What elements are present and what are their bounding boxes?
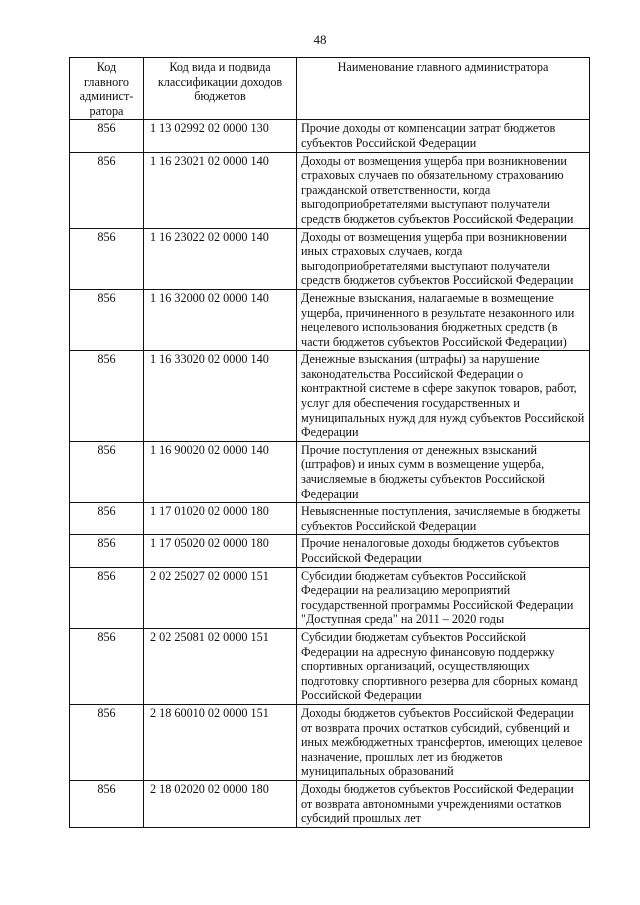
- admin-name-cell: Прочие доходы от компенсации затрат бюджетов субъектов Российской Федерации: [297, 120, 590, 152]
- income-code-cell: 1 17 05020 02 0000 180: [144, 535, 297, 567]
- income-code-cell: 1 16 23022 02 0000 140: [144, 228, 297, 289]
- table-row: [70, 567, 590, 628]
- table-row: [70, 503, 590, 535]
- table-row: [70, 780, 590, 827]
- income-code-cell: 2 02 25081 02 0000 151: [144, 628, 297, 704]
- admin-code-cell: 856: [70, 567, 144, 628]
- admin-code-cell: 856: [70, 289, 144, 350]
- admin-code-cell: 856: [70, 628, 144, 704]
- income-code-cell: 1 17 01020 02 0000 180: [144, 503, 297, 535]
- income-code-cell: 1 16 23021 02 0000 140: [144, 152, 297, 228]
- admin-name-cell: Субсидии бюджетам субъектов Российской Федерации на реализацию мероприятий государственной программы Российской Федерации "Доступная среда" на 2011 – 2020 годы: [297, 567, 590, 628]
- table-row: [70, 704, 590, 780]
- header-admin-code: Код главного админист-ратора: [70, 58, 144, 120]
- admin-code-cell: 856: [70, 351, 144, 442]
- admin-name-cell: Прочие неналоговые доходы бюджетов субъектов Российской Федерации: [297, 535, 590, 567]
- admin-name-cell: Доходы бюджетов субъектов Российской Федерации от возврата автономными учреждениями остатков субсидий прошлых лет: [297, 780, 590, 827]
- admin-name-cell: Доходы от возмещения ущерба при возникновении иных страховых случаев, когда выгодоприобретателями выступают получатели средств бюджетов субъектов Российской Федерации: [297, 228, 590, 289]
- admin-name-cell: Прочие поступления от денежных взысканий (штрафов) и иных сумм в возмещение ущерба, зачисляемые в бюджеты субъектов Российской Федерации: [297, 441, 590, 502]
- admin-name-cell: Денежные взыскания, налагаемые в возмещение ущерба, причиненного в результате незаконного или нецелевого использования бюджетных средств (в части бюджетов субъектов Российской Федерации): [297, 289, 590, 350]
- income-code-cell: 1 16 90020 02 0000 140: [144, 441, 297, 502]
- admin-name-cell: Доходы от возмещения ущерба при возникновении страховых случаев по обязательному страхованию гражданской ответственности, когда выгодоприобретателями выступают получатели средств бюджетов субъектов Российской Федерации: [297, 152, 590, 228]
- income-code-cell: 2 02 25027 02 0000 151: [144, 567, 297, 628]
- admin-code-cell: 856: [70, 228, 144, 289]
- admin-code-cell: 856: [70, 780, 144, 827]
- income-code-cell: 1 16 32000 02 0000 140: [144, 289, 297, 350]
- header-income-code: Код вида и подвида классификации доходов бюджетов: [144, 58, 297, 120]
- admin-code-cell: 856: [70, 120, 144, 152]
- page-number: 48: [313, 32, 327, 47]
- table-row: [70, 628, 590, 704]
- table-row: [70, 120, 590, 152]
- table-row: [70, 152, 590, 228]
- table-row: [70, 228, 590, 289]
- table-header-row: [70, 58, 590, 120]
- admin-code-cell: 856: [70, 503, 144, 535]
- income-code-cell: 2 18 60010 02 0000 151: [144, 704, 297, 780]
- admin-name-cell: Невыясненные поступления, зачисляемые в бюджеты субъектов Российской Федерации: [297, 503, 590, 535]
- admin-code-cell: 856: [70, 535, 144, 567]
- header-admin-name: Наименование главного администратора: [297, 58, 590, 120]
- income-code-cell: 1 13 02992 02 0000 130: [144, 120, 297, 152]
- admin-name-cell: Субсидии бюджетам субъектов Российской Федерации на адресную финансовую поддержку спортивных организаций, осуществляющих подготовку спортивного резерва для сборных команд Российской Федерации: [297, 628, 590, 704]
- income-code-cell: 1 16 33020 02 0000 140: [144, 351, 297, 442]
- table-row: [70, 441, 590, 502]
- income-administrators-table: [69, 57, 590, 828]
- admin-name-cell: Денежные взыскания (штрафы) за нарушение законодательства Российской Федерации о контрактной системе в сфере закупок товаров, работ, услуг для обеспечения государственных и муниципальных нужд для нужд субъектов Российской Федерации: [297, 351, 590, 442]
- table-row: [70, 535, 590, 567]
- admin-code-cell: 856: [70, 152, 144, 228]
- income-code-cell: 2 18 02020 02 0000 180: [144, 780, 297, 827]
- admin-code-cell: 856: [70, 441, 144, 502]
- admin-code-cell: 856: [70, 704, 144, 780]
- table-row: [70, 289, 590, 350]
- admin-name-cell: Доходы бюджетов субъектов Российской Федерации от возврата прочих остатков субсидий, субвенций и иных межбюджетных трансфертов, имеющих целевое назначение, прошлых лет из бюджетов муниципальных образований: [297, 704, 590, 780]
- table-row: [70, 351, 590, 442]
